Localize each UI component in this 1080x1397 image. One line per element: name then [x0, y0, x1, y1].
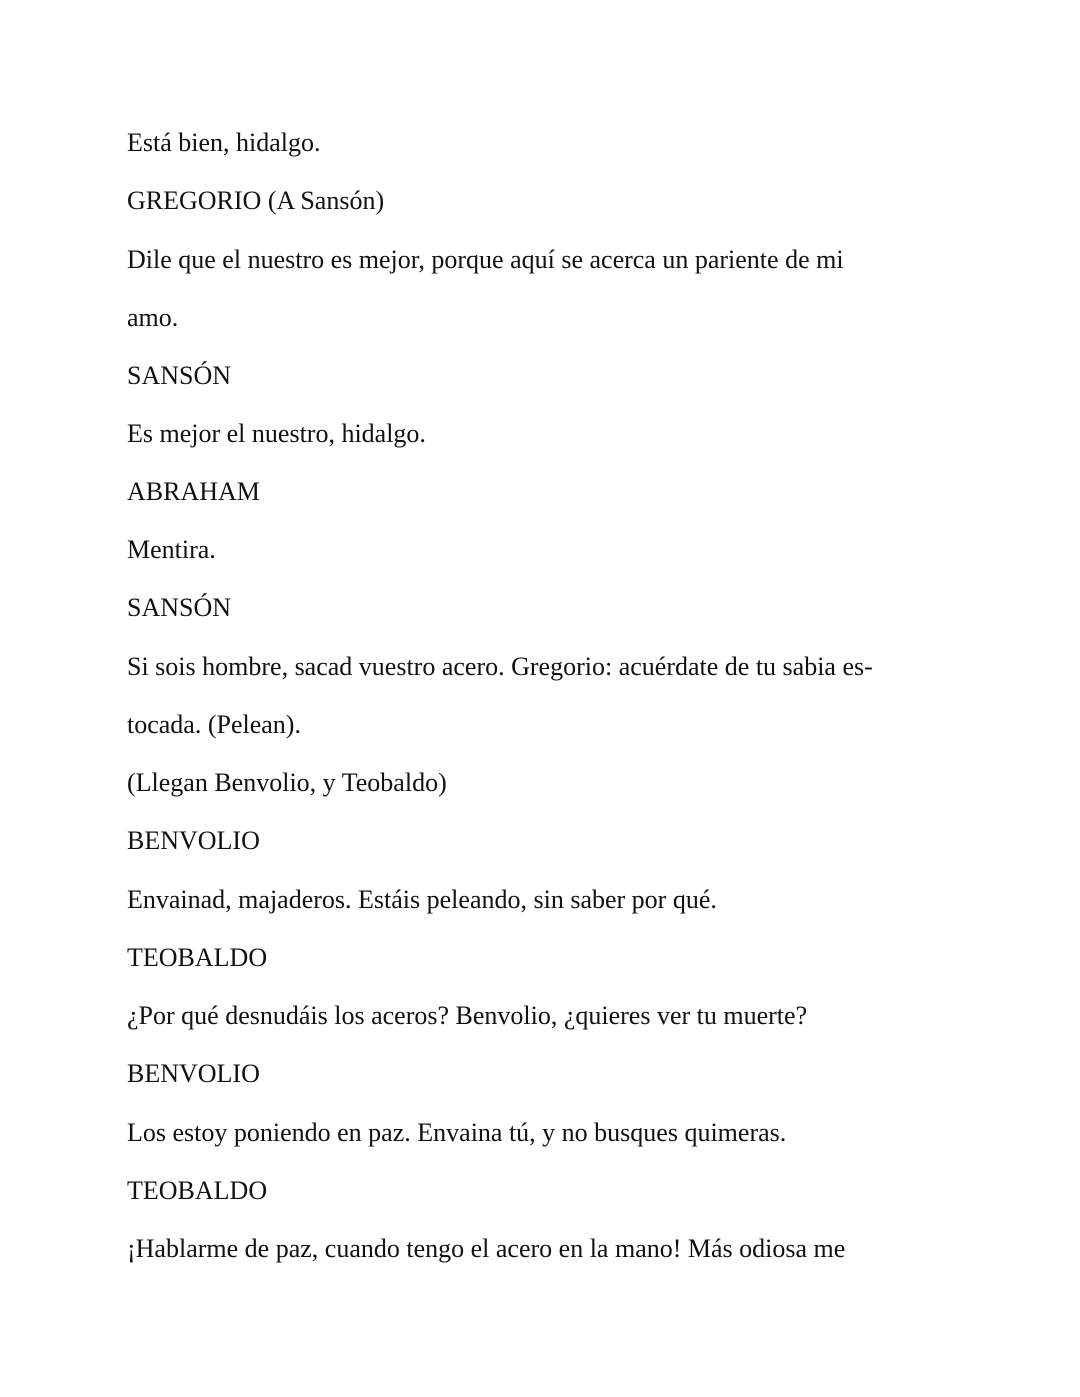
dialogue-line: tocada. (Pelean).	[127, 710, 301, 739]
speaker-line: ABRAHAM	[127, 477, 260, 506]
dialogue-line: Dile que el nuestro es mejor, porque aquí se acerca un pariente de mi	[127, 245, 844, 274]
dialogue-line: Es mejor el nuestro, hidalgo.	[127, 419, 426, 448]
dialogue-line: Los estoy poniendo en paz. Envaina tú, y no busques quimeras.	[127, 1118, 787, 1147]
dialogue-line: Si sois hombre, sacad vuestro acero. Gregorio: acuérdate de tu sabia es-	[127, 652, 873, 681]
speaker-line: BENVOLIO	[127, 1059, 260, 1088]
speaker-line: BENVOLIO	[127, 826, 260, 855]
speaker-line: GREGORIO (A Sansón)	[127, 186, 385, 215]
dialogue-line: ¿Por qué desnudáis los aceros? Benvolio, ¿quieres ver tu muerte?	[127, 1001, 808, 1030]
dialogue-line: Está bien, hidalgo.	[127, 128, 321, 157]
speaker-line: TEOBALDO	[127, 943, 268, 972]
dialogue-line: Envainad, majaderos. Estáis peleando, sin saber por qué.	[127, 885, 717, 914]
dialogue-line: amo.	[127, 303, 179, 332]
speaker-line: SANSÓN	[127, 361, 232, 390]
speaker-line: TEOBALDO	[127, 1176, 268, 1205]
speaker-line: SANSÓN	[127, 593, 232, 622]
dialogue-line: Mentira.	[127, 535, 216, 564]
stage-direction-line: (Llegan Benvolio, y Teobaldo)	[127, 768, 447, 797]
dialogue-line: ¡Hablarme de paz, cuando tengo el acero en la mano! Más odiosa me	[127, 1234, 846, 1263]
